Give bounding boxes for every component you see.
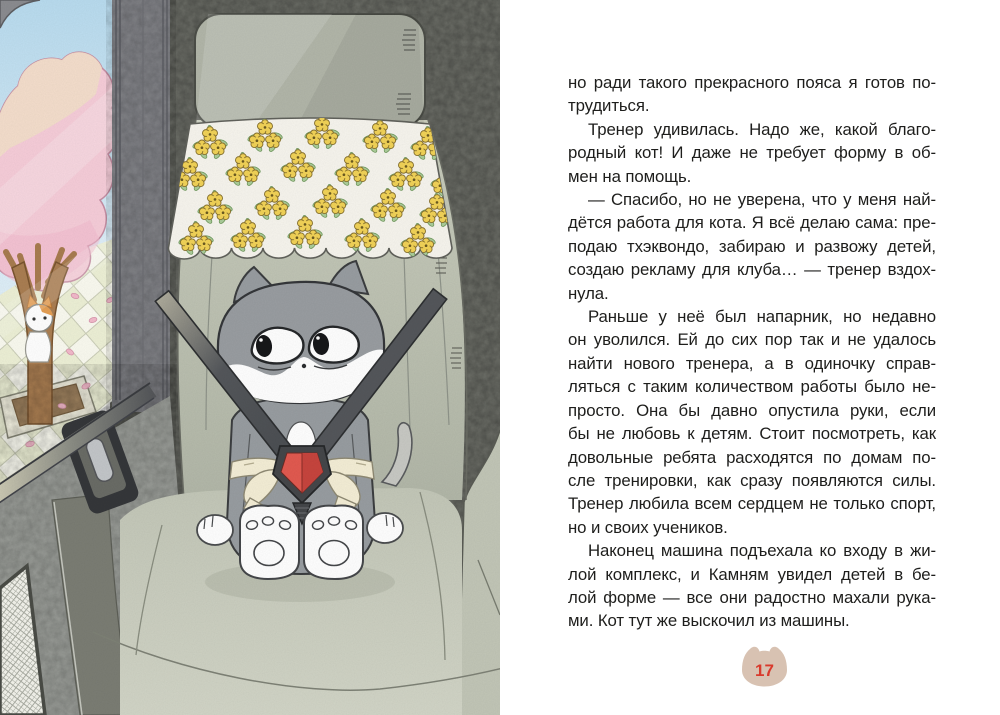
text-line: лой форме — все они радостно махали рука- bbox=[568, 587, 936, 607]
text-line: подаю тхэквондо, забираю и развожу детей, bbox=[568, 236, 936, 256]
text-line: Тренер удивилась. Надо же, какой благо- bbox=[588, 119, 936, 139]
text-line: просто. Она бы давно опустила руки, если bbox=[568, 400, 936, 420]
text-line: найти нового тренера, а в одиночку справ- bbox=[568, 353, 936, 373]
text-line: — Спасибо, но не уверена, что у меня най- bbox=[588, 190, 936, 210]
page-number-badge bbox=[738, 643, 790, 689]
text-line: но ради такого прекрасного пояса я готов по- bbox=[568, 73, 936, 92]
text-line: создаю рекламу для клуба… — тренер вздох- bbox=[568, 260, 936, 280]
text-line: дётся работа для кота. Я всё делаю сама: пре- bbox=[568, 213, 936, 233]
text-line: трудиться. bbox=[568, 96, 650, 116]
text-line: Раньше у неё был напарник, но недавно bbox=[588, 307, 936, 327]
page-number: 17 bbox=[755, 661, 774, 680]
story-text bbox=[568, 71, 936, 633]
text-line: лой комплекс, и Камням увидел детей в бе- bbox=[568, 564, 936, 584]
text-line: мен на помощь. bbox=[568, 166, 692, 186]
text-line: но и своих учеников. bbox=[568, 517, 728, 537]
text-line: ми. Кот тут же выскочил из машины. bbox=[568, 611, 850, 631]
text-line: Тренер любила всем сердцем не только спорт, bbox=[568, 494, 936, 514]
text-right-page bbox=[500, 0, 1000, 715]
text-line: нула. bbox=[568, 283, 609, 303]
text-line: родный кот! И даже не требует форму в об- bbox=[568, 143, 936, 163]
text-line: сле тренировки, как сразу появляются силы. bbox=[568, 470, 936, 490]
text-line: довольные ребята расходятся по домам по- bbox=[568, 447, 936, 467]
text-line: ляться с таким количеством работы было не- bbox=[568, 377, 936, 397]
text-line: он уволился. Ей до сих пор так и не удалось bbox=[568, 330, 936, 350]
text-line: бы не любовь к детям. Стоит посмотреть, как bbox=[568, 424, 936, 444]
text-line: Наконец машина подъехала ко входу в жи- bbox=[588, 541, 936, 561]
